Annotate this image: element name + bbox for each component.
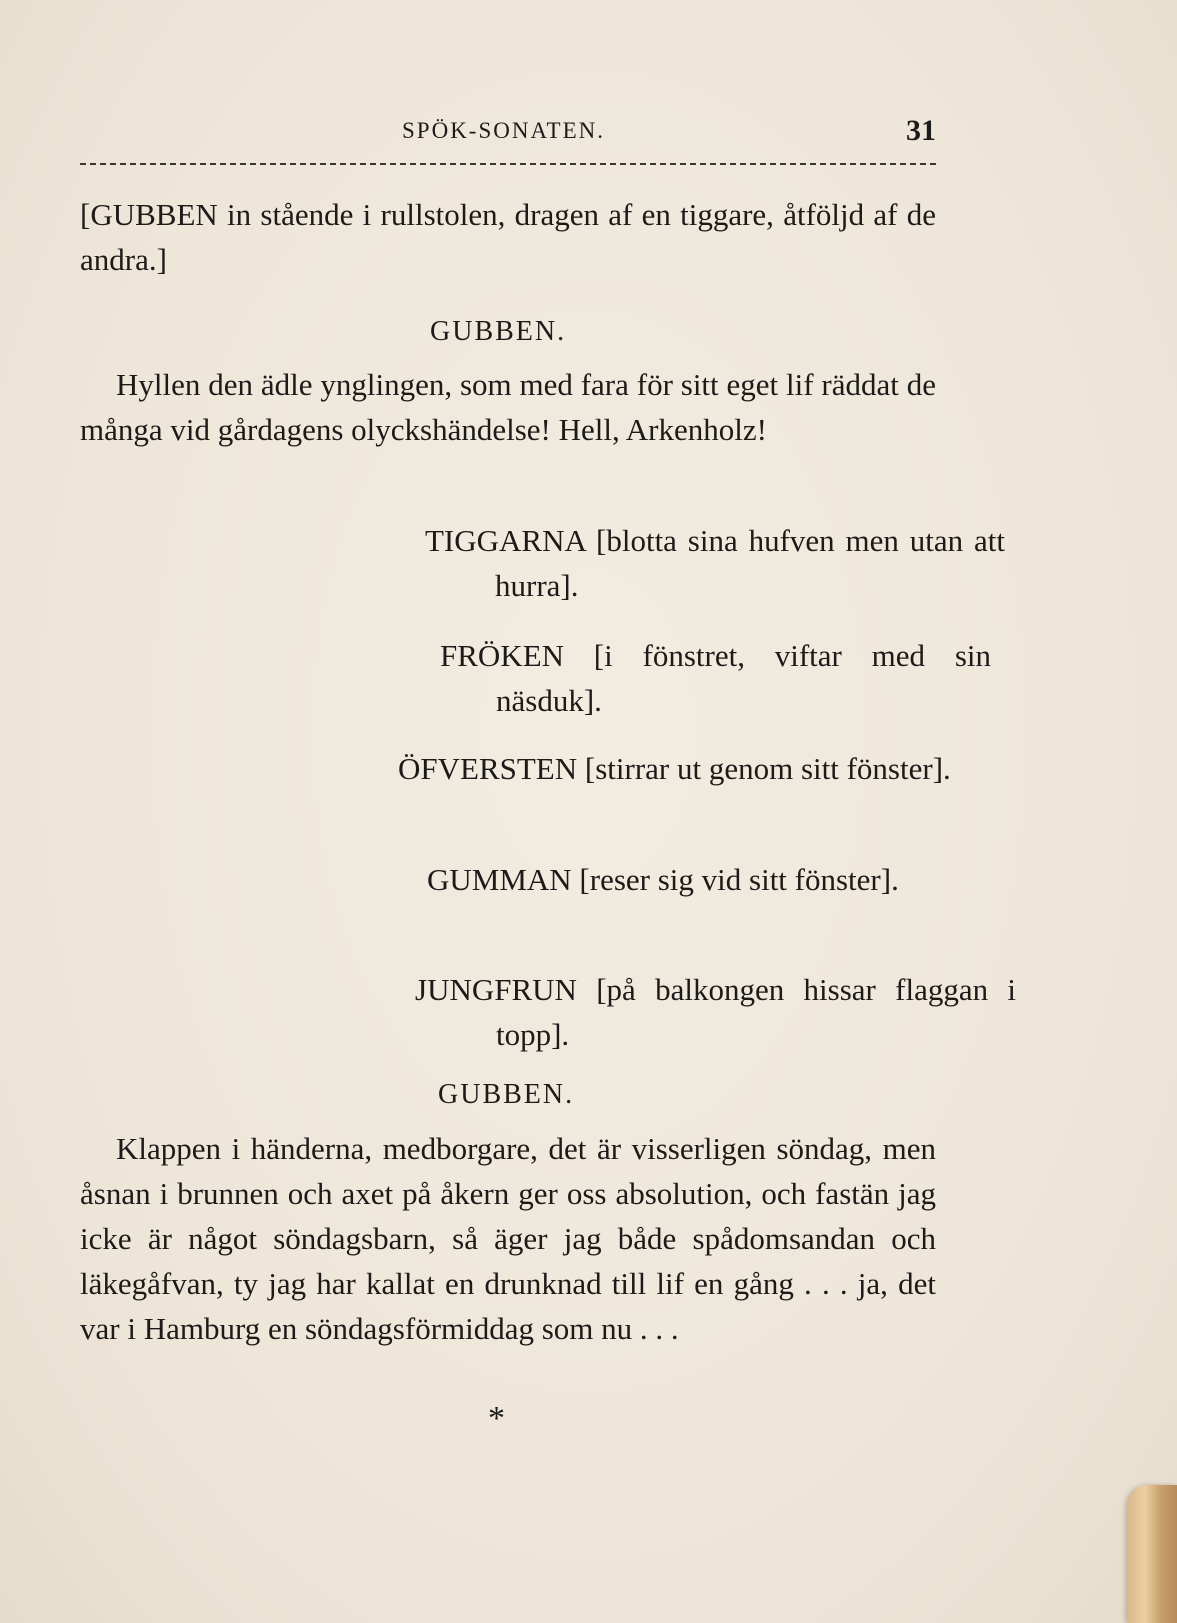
header-rule <box>80 163 936 165</box>
speech-gubben-1: Hyllen den ädle ynglingen, som med fara för sitt eget lif räddat de många vid gårdagens olyckshändelse! Hell, Arkenholz! <box>80 367 936 447</box>
stage-direction-tiggarna: TIGGARNA [blotta sina hufven men utan att hurra]. <box>425 523 1005 603</box>
speech-gubben-2: Klappen i händerna, medborgare, det är visserligen söndag, men åsnan i brunnen och axet på åkern ger oss absolution, och fastän jag icke är något söndagsbarn, så äger jag både spådomsandan och läkegåfvan, ty jag har kallat en drunknad till lif en gång . . . ja, det var i Hamburg en söndagsförmiddag som nu . . . <box>80 1131 936 1346</box>
stage-direction-froken: FRÖKEN [i fönstret, viftar med sin näsduk]. <box>440 638 991 718</box>
page-header <box>80 114 936 158</box>
page-number: 31 <box>906 114 936 147</box>
section-asterisk: * <box>488 1400 505 1437</box>
stage-direction-jungfrun: JUNGFRUN [på balkongen hissar flaggan i topp]. <box>415 972 1016 1052</box>
speaker-gubben-1: GUBBEN. <box>430 316 567 347</box>
stage-direction-gumman: GUMMAN [reser sig vid sitt fönster]. <box>427 862 899 897</box>
bookmark-strip <box>1127 1485 1177 1623</box>
stage-direction-intro: [GUBBEN in stående i rullstolen, dragen af en tiggare, åtföljd af de andra.] <box>80 197 936 277</box>
stage-direction-ofversten: ÖFVERSTEN [stirrar ut genom sitt fönster]. <box>398 751 951 786</box>
speaker-gubben-2: GUBBEN. <box>438 1079 575 1110</box>
running-title: SPÖK-SONATEN. <box>402 118 605 143</box>
